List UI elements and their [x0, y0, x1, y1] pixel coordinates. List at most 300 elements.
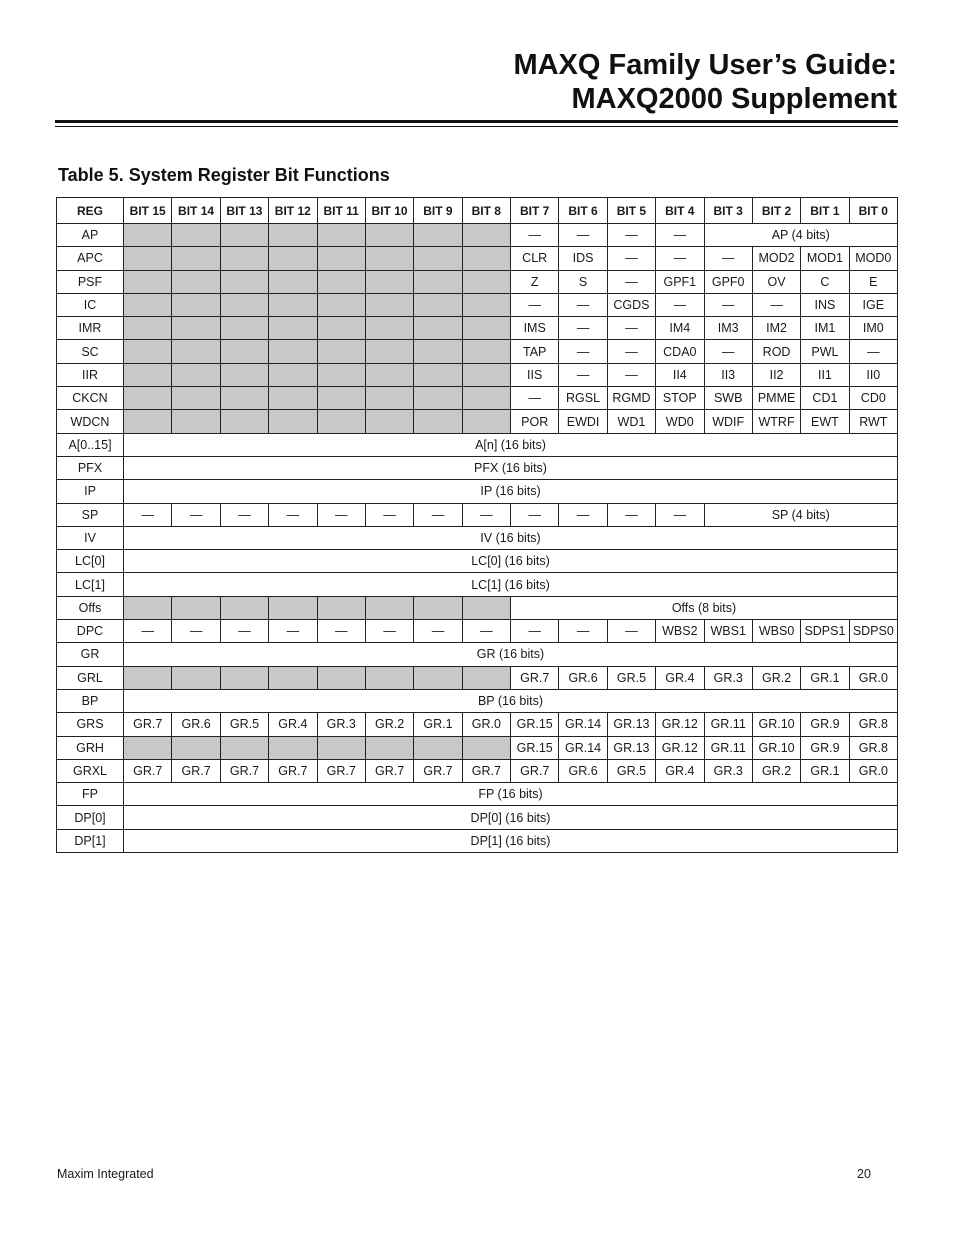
unused-bit-cell [220, 247, 268, 270]
bit-cell: GR.4 [656, 666, 704, 689]
bit-cell: SWB [704, 387, 752, 410]
table-row [57, 829, 898, 852]
unused-bit-cell [365, 363, 413, 386]
bit-cell: CD1 [801, 387, 849, 410]
bit-field-cell: BP (16 bits) [124, 689, 898, 712]
unused-bit-cell [365, 596, 413, 619]
unused-bit-cell [365, 224, 413, 247]
register-name: IIR [57, 363, 124, 386]
bit-cell: WD0 [656, 410, 704, 433]
bit-cell: GR.9 [801, 736, 849, 759]
bit-cell: IM1 [801, 317, 849, 340]
register-name: GRS [57, 713, 124, 736]
bit-cell: GR.3 [317, 713, 365, 736]
bit-cell: GR.1 [801, 759, 849, 782]
bit-cell: — [511, 293, 559, 316]
bit-cell: WBS1 [704, 620, 752, 643]
unused-bit-cell [317, 666, 365, 689]
bit-cell: — [559, 340, 607, 363]
bit-cell: GR.7 [511, 666, 559, 689]
bit-cell: — [607, 270, 655, 293]
bit-cell: GR.7 [365, 759, 413, 782]
unused-bit-cell [172, 596, 220, 619]
unused-bit-cell [462, 410, 510, 433]
unused-bit-cell [124, 340, 172, 363]
bit-cell: GR.13 [607, 736, 655, 759]
unused-bit-cell [365, 293, 413, 316]
column-header-bit-13: BIT 13 [220, 198, 268, 224]
unused-bit-cell [269, 270, 317, 293]
column-header-bit-1: BIT 1 [801, 198, 849, 224]
bit-cell: — [704, 247, 752, 270]
bit-field-cell: IP (16 bits) [124, 480, 898, 503]
bit-cell: GR.6 [559, 666, 607, 689]
table-row [57, 293, 898, 316]
bit-cell: GR.12 [656, 736, 704, 759]
bit-field-cell: LC[0] (16 bits) [124, 550, 898, 573]
bit-cell: II1 [801, 363, 849, 386]
bit-cell: GR.0 [849, 759, 897, 782]
bit-cell: — [511, 224, 559, 247]
register-name: LC[1] [57, 573, 124, 596]
unused-bit-cell [365, 247, 413, 270]
bit-cell: RWT [849, 410, 897, 433]
bit-cell: — [511, 620, 559, 643]
unused-bit-cell [317, 736, 365, 759]
bit-cell: GR.15 [511, 736, 559, 759]
bit-cell: — [752, 293, 800, 316]
bit-cell: II4 [656, 363, 704, 386]
unused-bit-cell [414, 410, 462, 433]
bit-cell: — [172, 503, 220, 526]
bit-cell: — [317, 503, 365, 526]
bit-cell: GR.5 [220, 713, 268, 736]
table-row [57, 573, 898, 596]
footer-company: Maxim Integrated [57, 1167, 154, 1181]
bit-cell: IM0 [849, 317, 897, 340]
unused-bit-cell [269, 363, 317, 386]
unused-bit-cell [317, 387, 365, 410]
table-row [57, 480, 898, 503]
table-row [57, 806, 898, 829]
unused-bit-cell [317, 340, 365, 363]
unused-bit-cell [172, 340, 220, 363]
register-name: APC [57, 247, 124, 270]
bit-cell: — [511, 503, 559, 526]
unused-bit-cell [269, 410, 317, 433]
unused-bit-cell [317, 247, 365, 270]
bit-cell: CLR [511, 247, 559, 270]
bit-field-cell: DP[1] (16 bits) [124, 829, 898, 852]
bit-cell: — [462, 503, 510, 526]
table-row [57, 713, 898, 736]
bit-cell: GR.5 [607, 666, 655, 689]
bit-cell: — [656, 224, 704, 247]
unused-bit-cell [172, 363, 220, 386]
bit-cell: — [607, 620, 655, 643]
unused-bit-cell [269, 596, 317, 619]
bit-cell: GR.7 [317, 759, 365, 782]
unused-bit-cell [414, 247, 462, 270]
unused-bit-cell [124, 363, 172, 386]
bit-cell: GR.2 [752, 666, 800, 689]
bit-cell: INS [801, 293, 849, 316]
bit-cell: GR.1 [801, 666, 849, 689]
unused-bit-cell [414, 736, 462, 759]
bit-cell: — [172, 620, 220, 643]
table-row [57, 363, 898, 386]
column-header-bit-2: BIT 2 [752, 198, 800, 224]
unused-bit-cell [462, 224, 510, 247]
bit-cell: — [365, 503, 413, 526]
column-header-bit-10: BIT 10 [365, 198, 413, 224]
unused-bit-cell [220, 387, 268, 410]
unused-bit-cell [269, 224, 317, 247]
bit-cell: EWDI [559, 410, 607, 433]
bit-cell: IMS [511, 317, 559, 340]
bit-cell: GR.3 [704, 759, 752, 782]
bit-cell: II0 [849, 363, 897, 386]
bit-cell: — [124, 503, 172, 526]
table-row [57, 410, 898, 433]
bit-cell: II2 [752, 363, 800, 386]
register-name: GRL [57, 666, 124, 689]
bit-cell: SDPS0 [849, 620, 897, 643]
page-title [513, 48, 897, 116]
bit-cell: S [559, 270, 607, 293]
column-header-bit-4: BIT 4 [656, 198, 704, 224]
unused-bit-cell [365, 666, 413, 689]
bit-cell: — [607, 247, 655, 270]
column-header-bit-6: BIT 6 [559, 198, 607, 224]
table-row [57, 224, 898, 247]
register-name: SC [57, 340, 124, 363]
bit-field-cell: AP (4 bits) [704, 224, 898, 247]
unused-bit-cell [124, 596, 172, 619]
bit-field-cell: PFX (16 bits) [124, 456, 898, 479]
bit-cell: — [656, 293, 704, 316]
unused-bit-cell [269, 387, 317, 410]
register-name: GR [57, 643, 124, 666]
table-row [57, 550, 898, 573]
table-row [57, 666, 898, 689]
bit-cell: CGDS [607, 293, 655, 316]
unused-bit-cell [269, 293, 317, 316]
bit-cell: GR.11 [704, 736, 752, 759]
bit-cell: GR.12 [656, 713, 704, 736]
bit-cell: GR.14 [559, 736, 607, 759]
unused-bit-cell [462, 387, 510, 410]
bit-cell: GR.7 [124, 759, 172, 782]
unused-bit-cell [220, 736, 268, 759]
bit-cell: — [317, 620, 365, 643]
unused-bit-cell [462, 293, 510, 316]
bit-cell: OV [752, 270, 800, 293]
unused-bit-cell [317, 363, 365, 386]
bit-cell: GPF0 [704, 270, 752, 293]
bit-field-cell: DP[0] (16 bits) [124, 806, 898, 829]
unused-bit-cell [172, 387, 220, 410]
table-row [57, 759, 898, 782]
unused-bit-cell [414, 293, 462, 316]
unused-bit-cell [269, 247, 317, 270]
bit-cell: — [559, 317, 607, 340]
bit-cell: STOP [656, 387, 704, 410]
table-row [57, 596, 898, 619]
bit-cell: ROD [752, 340, 800, 363]
column-header-bit-0: BIT 0 [849, 198, 897, 224]
bit-cell: — [220, 620, 268, 643]
register-name: DP[1] [57, 829, 124, 852]
column-header-bit-15: BIT 15 [124, 198, 172, 224]
bit-field-cell: IV (16 bits) [124, 526, 898, 549]
bit-cell: GR.2 [752, 759, 800, 782]
register-name: BP [57, 689, 124, 712]
unused-bit-cell [124, 247, 172, 270]
title-rule-thick [55, 120, 898, 123]
register-name: WDCN [57, 410, 124, 433]
table-row [57, 643, 898, 666]
bit-cell: — [414, 503, 462, 526]
bit-cell: GR.6 [172, 713, 220, 736]
footer-page-number: 20 [857, 1167, 871, 1181]
unused-bit-cell [414, 596, 462, 619]
table-header-row [57, 198, 898, 224]
unused-bit-cell [124, 293, 172, 316]
bit-cell: EWT [801, 410, 849, 433]
bit-cell: GR.7 [511, 759, 559, 782]
bit-field-cell: LC[1] (16 bits) [124, 573, 898, 596]
bit-field-cell: GR (16 bits) [124, 643, 898, 666]
bit-cell: MOD2 [752, 247, 800, 270]
column-header-bit-12: BIT 12 [269, 198, 317, 224]
table-row [57, 620, 898, 643]
bit-cell: GR.11 [704, 713, 752, 736]
unused-bit-cell [365, 340, 413, 363]
register-name: DP[0] [57, 806, 124, 829]
bit-cell: WBS2 [656, 620, 704, 643]
unused-bit-cell [172, 666, 220, 689]
bit-cell: GR.8 [849, 713, 897, 736]
table-row [57, 247, 898, 270]
bit-cell: — [607, 363, 655, 386]
unused-bit-cell [414, 340, 462, 363]
title-line-2: MAXQ2000 Supplement [571, 83, 897, 115]
unused-bit-cell [220, 293, 268, 316]
bit-cell: — [559, 620, 607, 643]
bit-cell: — [559, 293, 607, 316]
unused-bit-cell [414, 666, 462, 689]
unused-bit-cell [365, 317, 413, 340]
bit-cell: — [124, 620, 172, 643]
unused-bit-cell [220, 270, 268, 293]
unused-bit-cell [172, 410, 220, 433]
unused-bit-cell [220, 340, 268, 363]
column-header-bit-14: BIT 14 [172, 198, 220, 224]
table-row [57, 456, 898, 479]
unused-bit-cell [124, 317, 172, 340]
column-header-bit-5: BIT 5 [607, 198, 655, 224]
bit-cell: WTRF [752, 410, 800, 433]
register-table [56, 197, 898, 853]
unused-bit-cell [462, 317, 510, 340]
bit-cell: RGSL [559, 387, 607, 410]
bit-field-cell: A[n] (16 bits) [124, 433, 898, 456]
table-row [57, 783, 898, 806]
unused-bit-cell [220, 666, 268, 689]
bit-cell: IGE [849, 293, 897, 316]
bit-cell: PMME [752, 387, 800, 410]
column-header-reg: REG [57, 198, 124, 224]
bit-cell: — [220, 503, 268, 526]
bit-cell: MOD1 [801, 247, 849, 270]
bit-cell: GR.5 [607, 759, 655, 782]
bit-cell: GR.10 [752, 736, 800, 759]
register-name: SP [57, 503, 124, 526]
bit-cell: SDPS1 [801, 620, 849, 643]
unused-bit-cell [172, 293, 220, 316]
bit-cell: IIS [511, 363, 559, 386]
bit-field-cell: FP (16 bits) [124, 783, 898, 806]
column-header-bit-3: BIT 3 [704, 198, 752, 224]
bit-cell: MOD0 [849, 247, 897, 270]
bit-cell: WBS0 [752, 620, 800, 643]
bit-cell: GR.14 [559, 713, 607, 736]
bit-cell: RGMD [607, 387, 655, 410]
unused-bit-cell [317, 293, 365, 316]
bit-cell: GR.6 [559, 759, 607, 782]
unused-bit-cell [220, 363, 268, 386]
bit-cell: GR.9 [801, 713, 849, 736]
bit-cell: — [269, 620, 317, 643]
bit-cell: GR.8 [849, 736, 897, 759]
column-header-bit-9: BIT 9 [414, 198, 462, 224]
table-body [57, 224, 898, 853]
unused-bit-cell [220, 410, 268, 433]
bit-cell: GR.7 [220, 759, 268, 782]
bit-cell: GR.7 [124, 713, 172, 736]
unused-bit-cell [462, 247, 510, 270]
bit-cell: WD1 [607, 410, 655, 433]
unused-bit-cell [462, 666, 510, 689]
unused-bit-cell [414, 317, 462, 340]
unused-bit-cell [365, 410, 413, 433]
bit-cell: CDA0 [656, 340, 704, 363]
bit-cell: C [801, 270, 849, 293]
bit-cell: — [559, 503, 607, 526]
unused-bit-cell [269, 317, 317, 340]
unused-bit-cell [124, 666, 172, 689]
register-name: IMR [57, 317, 124, 340]
bit-cell: E [849, 270, 897, 293]
unused-bit-cell [220, 224, 268, 247]
bit-cell: — [656, 247, 704, 270]
bit-cell: CD0 [849, 387, 897, 410]
unused-bit-cell [317, 270, 365, 293]
table-row [57, 387, 898, 410]
unused-bit-cell [220, 596, 268, 619]
bit-cell: Z [511, 270, 559, 293]
bit-cell: — [607, 317, 655, 340]
unused-bit-cell [414, 363, 462, 386]
bit-cell: — [607, 340, 655, 363]
bit-cell: GR.7 [172, 759, 220, 782]
unused-bit-cell [317, 596, 365, 619]
unused-bit-cell [317, 410, 365, 433]
register-name: GRXL [57, 759, 124, 782]
bit-cell: PWL [801, 340, 849, 363]
bit-cell: GPF1 [656, 270, 704, 293]
register-name: A[0..15] [57, 433, 124, 456]
register-name: PFX [57, 456, 124, 479]
unused-bit-cell [414, 224, 462, 247]
unused-bit-cell [172, 224, 220, 247]
unused-bit-cell [365, 270, 413, 293]
bit-cell: GR.7 [269, 759, 317, 782]
unused-bit-cell [172, 270, 220, 293]
bit-cell: GR.15 [511, 713, 559, 736]
register-name: IP [57, 480, 124, 503]
bit-cell: WDIF [704, 410, 752, 433]
column-header-bit-11: BIT 11 [317, 198, 365, 224]
table-caption: Table 5. System Register Bit Functions [58, 165, 390, 185]
bit-cell: — [607, 224, 655, 247]
bit-cell: — [414, 620, 462, 643]
bit-field-cell: SP (4 bits) [704, 503, 898, 526]
table-row [57, 503, 898, 526]
table-row [57, 689, 898, 712]
bit-cell: — [704, 293, 752, 316]
register-name: GRH [57, 736, 124, 759]
register-name: PSF [57, 270, 124, 293]
bit-cell: GR.0 [849, 666, 897, 689]
bit-cell: — [462, 620, 510, 643]
unused-bit-cell [462, 736, 510, 759]
unused-bit-cell [269, 736, 317, 759]
bit-cell: — [559, 224, 607, 247]
unused-bit-cell [172, 317, 220, 340]
bit-cell: — [559, 363, 607, 386]
bit-cell: — [656, 503, 704, 526]
column-header-bit-7: BIT 7 [511, 198, 559, 224]
bit-cell: — [269, 503, 317, 526]
unused-bit-cell [414, 387, 462, 410]
unused-bit-cell [124, 410, 172, 433]
register-name: AP [57, 224, 124, 247]
bit-cell: GR.2 [365, 713, 413, 736]
bit-cell: GR.4 [656, 759, 704, 782]
unused-bit-cell [317, 317, 365, 340]
table-row [57, 317, 898, 340]
unused-bit-cell [462, 596, 510, 619]
unused-bit-cell [365, 736, 413, 759]
unused-bit-cell [172, 736, 220, 759]
bit-cell: IM3 [704, 317, 752, 340]
unused-bit-cell [172, 247, 220, 270]
bit-cell: — [365, 620, 413, 643]
bit-cell: TAP [511, 340, 559, 363]
unused-bit-cell [269, 666, 317, 689]
bit-cell: GR.7 [462, 759, 510, 782]
table-row [57, 270, 898, 293]
bit-cell: GR.7 [414, 759, 462, 782]
unused-bit-cell [462, 340, 510, 363]
register-name: DPC [57, 620, 124, 643]
bit-cell: GR.3 [704, 666, 752, 689]
register-name: IV [57, 526, 124, 549]
bit-cell: IM2 [752, 317, 800, 340]
register-name: LC[0] [57, 550, 124, 573]
